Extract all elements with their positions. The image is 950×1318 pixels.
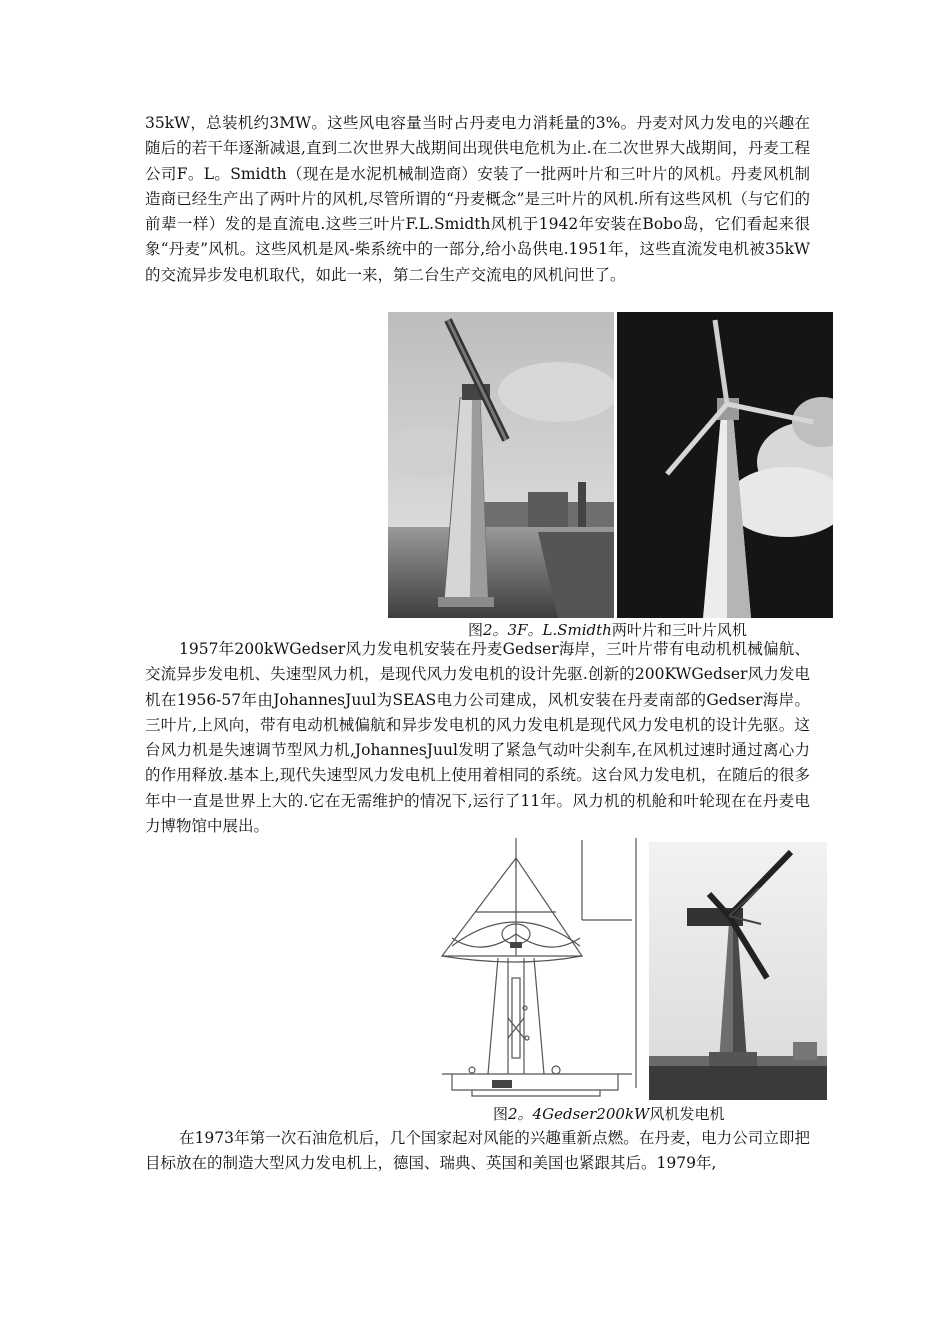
gedser-turbine-photo xyxy=(649,842,827,1100)
caption-text: 风机发电机 xyxy=(649,1105,725,1123)
figure-caption-2-4 xyxy=(493,1104,724,1124)
caption-prefix: 图 xyxy=(493,1105,509,1123)
paragraph-gedser: 1957年200kWGedser风力发电机安装在丹麦Gedser海岸，三叶片带有电动机机械偏航、交流异步发电机、失速型风力机，是现代风力发电机的设计先驱.创新的200KWGedser风力发电机在1956-57年由JohannesJuul为SEAS电力公司建成，风机安装在丹麦南部的Gedser海岸。三叶片,上风向，带有电动机械偏航和异步发电机的风力发电机是现代风力发电机的设计先驱。这台风力机是失速调节型风力机,JohannesJuul发明了紧急气动叶尖刹车,在风机过速时通过离心力的作用释放.基本上,现代失速型风力发电机上使用着相同的系统。这台风力发电机，在随后的很多年中一直是世界上大的.它在无需维护的情况下,运行了11年。风力机的机舱和叶轮现在在丹麦电力博物馆中展出。 xyxy=(145,640,810,836)
gedser-turbine-drawing xyxy=(432,838,640,1100)
paragraph-fl-smidth: 35kW，总装机约3MW。这些风电容量当时占丹麦电力消耗量的3%。丹麦对风力发电的兴趣在随后的若干年逐渐减退,直到二次世界大战期间出现供电危机为止.在二次世界大战期间，丹麦工程公司F。L。Smidth（现在是水泥机械制造商）安装了一批两叶片和三叶片的风机。丹麦风机制造商已经生产出了两叶片的风机,尽管所谓的“丹麦概念”是三叶片的风机.所有这些风机（与它们的前辈一样）发的是直流电.这些三叶片F.L.Smidth风机于1942年安装在Bobo岛，它们看起来很象“丹麦”风机。这些风机是风-柴系统中的一部分,给小岛供电.1951年，这些直流发电机被35kW的交流异步发电机取代，如此一来，第二台生产交流电的风机问世了。 xyxy=(145,114,810,284)
caption-number: 2。3F。L.Smidth xyxy=(483,621,612,639)
paragraph-oil-crisis: 在1973年第一次石油危机后，几个国家起对风能的兴趣重新点燃。在丹麦，电力公司立即把目标放在的制造大型风力发电机上，德国、瑞典、英国和美国也紧跟其后。1979年, xyxy=(145,1129,810,1173)
caption-number: 2。4Gedser200kW xyxy=(508,1105,650,1123)
caption-prefix: 图 xyxy=(468,621,484,639)
two-blade-turbine-photo xyxy=(388,312,614,618)
three-blade-turbine-photo xyxy=(617,312,833,618)
caption-text: 两叶片和三叶片风机 xyxy=(611,621,747,639)
